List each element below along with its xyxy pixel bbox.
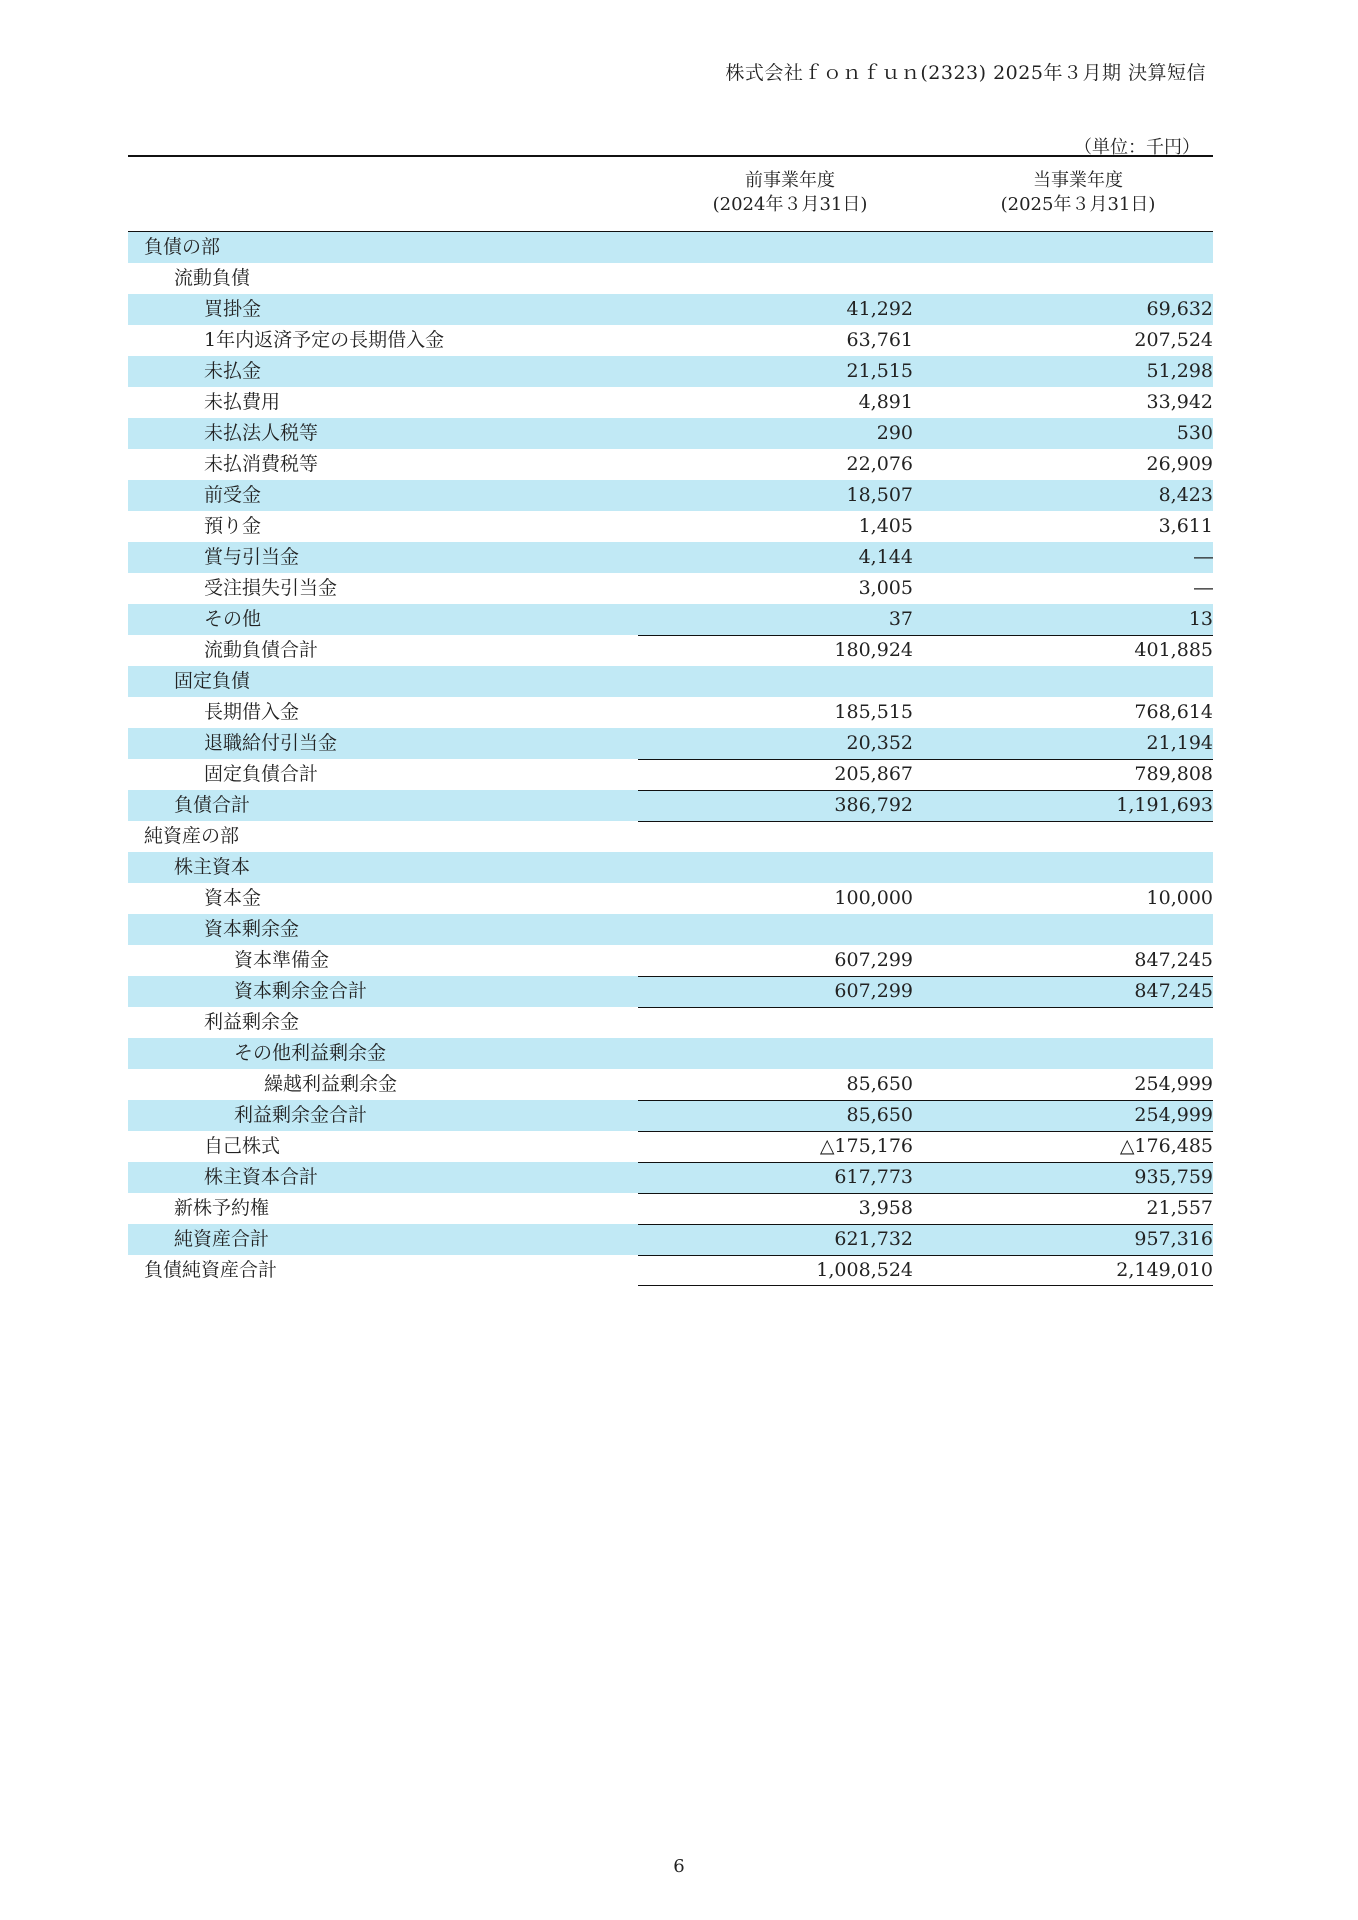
prev-period-value: 1,008,524: [816, 1259, 913, 1281]
table-row: [128, 325, 1213, 356]
row-label: 未払金: [204, 360, 262, 382]
curr-period-value: 10,000: [1146, 887, 1213, 909]
column-header-row: [128, 157, 1213, 232]
prev-period-value: 607,299: [834, 949, 913, 971]
table-row: [128, 542, 1213, 573]
curr-period-value: 254,999: [1134, 1073, 1213, 1095]
curr-period-value: 2,149,010: [1116, 1259, 1213, 1281]
table-row: [128, 1131, 1213, 1162]
table-row: [128, 821, 1213, 852]
curr-period-value: 401,885: [1134, 639, 1213, 661]
table-body: [128, 232, 1213, 1286]
curr-period-value: 8,423: [1158, 484, 1213, 506]
table-row: [128, 790, 1213, 821]
prev-period-value: 607,299: [834, 980, 913, 1002]
table-row: [128, 666, 1213, 697]
prev-period-value: 41,292: [846, 298, 913, 320]
curr-period-value: 13: [1188, 608, 1213, 630]
row-label: 買掛金: [204, 298, 262, 320]
table-row: [128, 1255, 1213, 1286]
curr-period-value: ―: [1194, 546, 1213, 568]
prev-period-value: 4,891: [858, 391, 913, 413]
curr-period-value: ―: [1194, 577, 1213, 599]
table-row: [128, 852, 1213, 883]
curr-period-value: 26,909: [1146, 453, 1213, 475]
prev-period-value: 205,867: [834, 763, 913, 785]
curr-period-date: (2025年３月31日): [1000, 194, 1156, 215]
prev-period-value: 1,405: [858, 515, 913, 537]
curr-period-value: 957,316: [1134, 1228, 1213, 1250]
table-row: [128, 604, 1213, 635]
curr-period-value: 768,614: [1134, 701, 1213, 723]
row-label: 利益剰余金: [204, 1011, 300, 1033]
balance-sheet-table: [128, 155, 1213, 1286]
row-label: 資本準備金: [234, 949, 330, 971]
row-label: 株主資本合計: [204, 1166, 319, 1188]
prev-period-value: △175,176: [819, 1135, 913, 1157]
row-label: 資本剰余金合計: [234, 980, 368, 1002]
row-label: 受注損失引当金: [204, 577, 338, 599]
prev-period-header: [680, 169, 900, 217]
row-label: 純資産の部: [144, 825, 240, 847]
row-label: 負債合計: [174, 794, 251, 816]
row-label: 預り金: [204, 515, 262, 537]
unit-label: （単位：千円）: [1074, 137, 1200, 158]
table-row: [128, 1007, 1213, 1038]
prev-period-value: 290: [876, 422, 913, 444]
curr-period-value: 254,999: [1134, 1104, 1213, 1126]
curr-period-header: [968, 169, 1188, 217]
prev-period-value: 4,144: [858, 546, 913, 568]
prev-period-value: 100,000: [834, 887, 913, 909]
prev-period-title: 前事業年度: [745, 170, 835, 191]
row-label: 負債の部: [144, 236, 221, 258]
curr-period-value: 935,759: [1134, 1166, 1213, 1188]
row-label: 前受金: [204, 484, 262, 506]
row-label: 資本剰余金: [204, 918, 300, 940]
row-label: その他: [204, 608, 262, 630]
prev-period-value: 18,507: [846, 484, 913, 506]
table-row: [128, 728, 1213, 759]
curr-period-value: △176,485: [1119, 1135, 1213, 1157]
prev-period-value: 63,761: [846, 329, 913, 351]
row-label: 純資産合計: [174, 1228, 270, 1250]
prev-period-value: 85,650: [846, 1104, 913, 1126]
prev-period-value: 617,773: [834, 1166, 913, 1188]
row-label: 資本金: [204, 887, 262, 909]
row-label: その他利益剰余金: [234, 1042, 387, 1064]
row-label: 未払消費税等: [204, 453, 319, 475]
table-row: [128, 418, 1213, 449]
curr-period-value: 21,194: [1146, 732, 1213, 754]
curr-period-value: 33,942: [1146, 391, 1213, 413]
curr-period-value: 69,632: [1146, 298, 1213, 320]
row-label: 未払法人税等: [204, 422, 319, 444]
row-label: 退職給付引当金: [204, 732, 338, 754]
curr-period-value: 847,245: [1134, 949, 1213, 971]
table-row: [128, 1069, 1213, 1100]
prev-period-value: 3,005: [858, 577, 913, 599]
row-label: 利益剰余金合計: [234, 1104, 368, 1126]
table-row: [128, 1224, 1213, 1255]
row-label: 未払費用: [204, 391, 281, 413]
table-row: [128, 945, 1213, 976]
row-label: 負債純資産合計: [144, 1259, 278, 1281]
prev-period-value: 21,515: [846, 360, 913, 382]
table-row: [128, 1162, 1213, 1193]
row-label: 長期借入金: [204, 701, 300, 723]
prev-period-value: 180,924: [834, 639, 913, 661]
curr-period-title: 当事業年度: [1033, 170, 1123, 191]
prev-period-value: 3,958: [858, 1197, 913, 1219]
curr-period-value: 207,524: [1134, 329, 1213, 351]
prev-period-value: 85,650: [846, 1073, 913, 1095]
table-row: [128, 449, 1213, 480]
curr-period-value: 789,808: [1134, 763, 1213, 785]
row-label: 新株予約権: [174, 1197, 270, 1219]
table-row: [128, 511, 1213, 542]
table-row: [128, 697, 1213, 728]
row-label: 固定負債合計: [204, 763, 319, 785]
table-row: [128, 1100, 1213, 1131]
row-label: 賞与引当金: [204, 546, 300, 568]
table-row: [128, 759, 1213, 790]
row-label: 株主資本: [174, 856, 251, 878]
table-row: [128, 480, 1213, 511]
curr-period-value: 530: [1176, 422, 1213, 444]
prev-period-date: (2024年３月31日): [712, 194, 868, 215]
table-row: [128, 387, 1213, 418]
table-row: [128, 356, 1213, 387]
table-row: [128, 976, 1213, 1007]
prev-period-value: 185,515: [834, 701, 913, 723]
table-row: [128, 883, 1213, 914]
prev-period-value: 22,076: [846, 453, 913, 475]
prev-period-value: 20,352: [846, 732, 913, 754]
table-row: [128, 1193, 1213, 1224]
table-row: [128, 232, 1213, 263]
page-number: 6: [673, 1856, 685, 1877]
prev-period-value: 621,732: [834, 1228, 913, 1250]
row-label: 自己株式: [204, 1135, 281, 1157]
prev-period-value: 37: [888, 608, 913, 630]
curr-period-value: 21,557: [1146, 1197, 1213, 1219]
curr-period-value: 51,298: [1146, 360, 1213, 382]
row-label: 1年内返済予定の長期借入金: [204, 329, 445, 351]
curr-period-value: 1,191,693: [1116, 794, 1213, 816]
prev-period-value: 386,792: [834, 794, 913, 816]
table-row: [128, 914, 1213, 945]
document-header-title: 株式会社ｆｏｎｆｕｎ(2323) 2025年３月期 決算短信: [725, 62, 1206, 84]
table-row: [128, 1038, 1213, 1069]
table-row: [128, 573, 1213, 604]
row-label: 繰越利益剰余金: [264, 1073, 398, 1095]
curr-period-value: 3,611: [1158, 515, 1213, 537]
table-row: [128, 294, 1213, 325]
table-row: [128, 635, 1213, 666]
table-row: [128, 263, 1213, 294]
row-label: 流動負債合計: [204, 639, 319, 661]
curr-period-value: 847,245: [1134, 980, 1213, 1002]
row-label: 固定負債: [174, 670, 251, 692]
row-label: 流動負債: [174, 267, 251, 289]
